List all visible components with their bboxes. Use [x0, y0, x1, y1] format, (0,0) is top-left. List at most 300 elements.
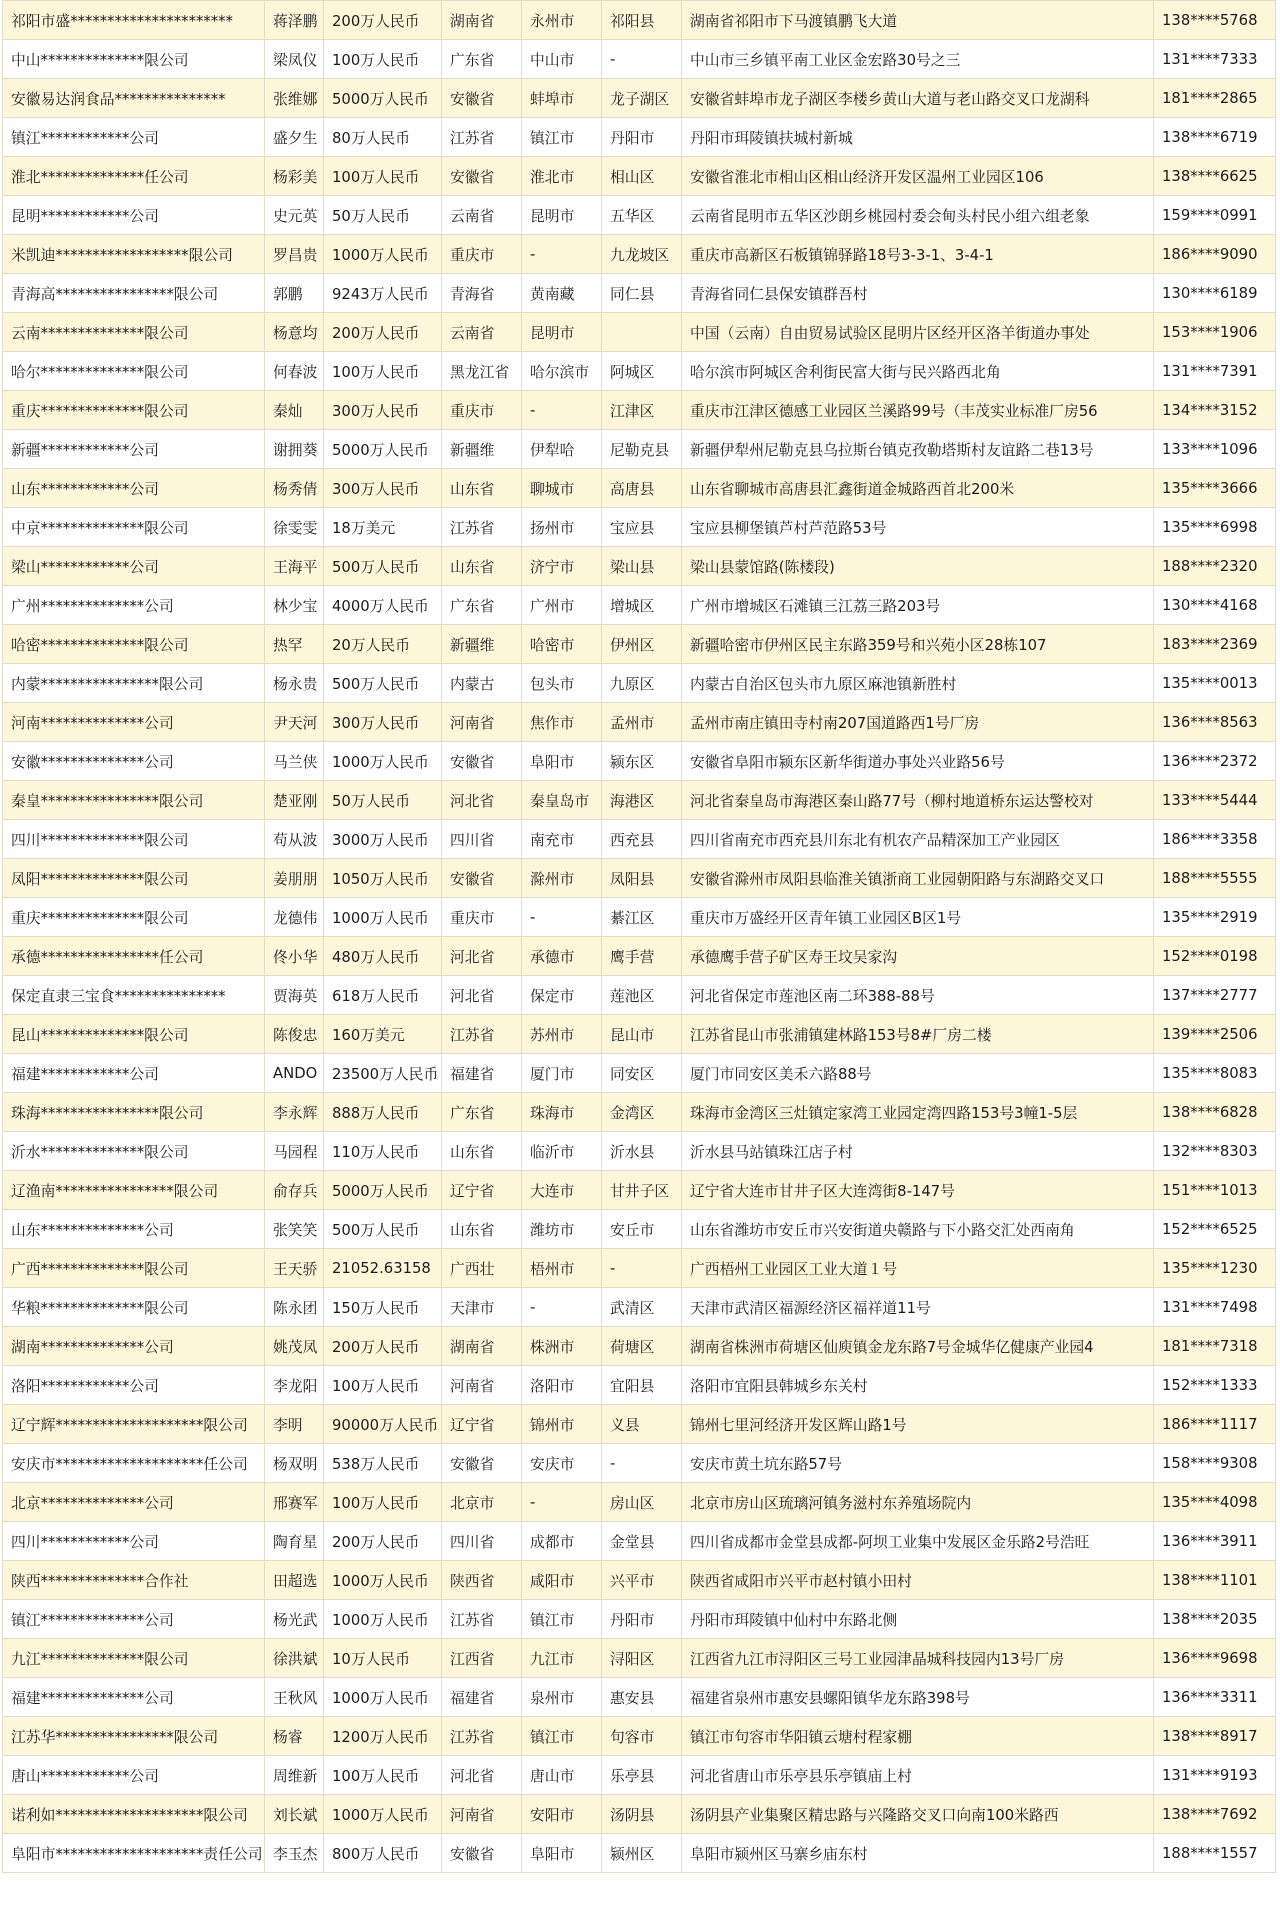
phone-cell[interactable]: 138****2035	[1154, 1600, 1276, 1639]
district-cell[interactable]: 海港区	[602, 781, 682, 820]
address-cell[interactable]: 梁山县蒙馆路(陈楼段)	[682, 547, 1154, 586]
city-cell[interactable]: -	[522, 391, 602, 430]
province-cell[interactable]: 江苏省	[442, 1015, 522, 1054]
address-cell[interactable]: 陕西省咸阳市兴平市赵村镇小田村	[682, 1561, 1154, 1600]
city-cell[interactable]: 咸阳市	[522, 1561, 602, 1600]
phone-cell[interactable]: 138****1101	[1154, 1561, 1276, 1600]
district-cell[interactable]: 惠安县	[602, 1678, 682, 1717]
address-cell[interactable]: 青海省同仁县保安镇群吾村	[682, 274, 1154, 313]
province-cell[interactable]: 天津市	[442, 1288, 522, 1327]
legal-person-cell[interactable]: 王秋风	[265, 1678, 324, 1717]
company-name-cell[interactable]: 昆明************公司	[3, 196, 265, 235]
company-name-cell[interactable]: 陕西**************合作社	[3, 1561, 265, 1600]
city-cell[interactable]: 镇江市	[522, 1717, 602, 1756]
district-cell[interactable]: 宝应县	[602, 508, 682, 547]
registered-capital-cell[interactable]: 90000万人民币	[324, 1405, 442, 1444]
company-name-cell[interactable]: 洛阳************公司	[3, 1366, 265, 1405]
district-cell[interactable]: 甘井子区	[602, 1171, 682, 1210]
company-name-cell[interactable]: 广州**************公司	[3, 586, 265, 625]
company-name-cell[interactable]: 华粮**************限公司	[3, 1288, 265, 1327]
province-cell[interactable]: 陕西省	[442, 1561, 522, 1600]
district-cell[interactable]: 尼勒克县	[602, 430, 682, 469]
registered-capital-cell[interactable]: 5000万人民币	[324, 79, 442, 118]
legal-person-cell[interactable]: 蒋泽鹏	[265, 1, 324, 40]
city-cell[interactable]: 洛阳市	[522, 1366, 602, 1405]
company-name-cell[interactable]: 珠海****************限公司	[3, 1093, 265, 1132]
district-cell[interactable]: 江津区	[602, 391, 682, 430]
legal-person-cell[interactable]: 林少宝	[265, 586, 324, 625]
company-name-cell[interactable]: 辽渔南****************限公司	[3, 1171, 265, 1210]
phone-cell[interactable]: 151****1013	[1154, 1171, 1276, 1210]
legal-person-cell[interactable]: 尹天河	[265, 703, 324, 742]
province-cell[interactable]: 四川省	[442, 1522, 522, 1561]
province-cell[interactable]: 江西省	[442, 1639, 522, 1678]
city-cell[interactable]: 中山市	[522, 40, 602, 79]
registered-capital-cell[interactable]: 50万人民币	[324, 196, 442, 235]
city-cell[interactable]: 承德市	[522, 937, 602, 976]
province-cell[interactable]: 云南省	[442, 313, 522, 352]
company-name-cell[interactable]: 凤阳**************限公司	[3, 859, 265, 898]
address-cell[interactable]: 重庆市万盛经开区青年镇工业园区B区1号	[682, 898, 1154, 937]
legal-person-cell[interactable]: 刘长斌	[265, 1795, 324, 1834]
address-cell[interactable]: 湖南省祁阳市下马渡镇鹏飞大道	[682, 1, 1154, 40]
registered-capital-cell[interactable]: 3000万人民币	[324, 820, 442, 859]
legal-person-cell[interactable]: 梁凤仪	[265, 40, 324, 79]
city-cell[interactable]: 潍坊市	[522, 1210, 602, 1249]
district-cell[interactable]: 相山区	[602, 157, 682, 196]
province-cell[interactable]: 重庆市	[442, 235, 522, 274]
company-name-cell[interactable]: 保定直隶三宝食***************	[3, 976, 265, 1015]
address-cell[interactable]: 承德鹰手营子矿区寿王坟吴家沟	[682, 937, 1154, 976]
legal-person-cell[interactable]: 杨彩美	[265, 157, 324, 196]
registered-capital-cell[interactable]: 300万人民币	[324, 703, 442, 742]
district-cell[interactable]: 沂水县	[602, 1132, 682, 1171]
company-name-cell[interactable]: 重庆**************限公司	[3, 898, 265, 937]
legal-person-cell[interactable]: 俞存兵	[265, 1171, 324, 1210]
company-name-cell[interactable]: 淮北**************任公司	[3, 157, 265, 196]
address-cell[interactable]: 重庆市高新区石板镇锦驿路18号3-3-1、3-4-1	[682, 235, 1154, 274]
province-cell[interactable]: 广东省	[442, 1093, 522, 1132]
city-cell[interactable]: 安庆市	[522, 1444, 602, 1483]
address-cell[interactable]: 新疆伊犁州尼勒克县乌拉斯台镇克孜勒塔斯村友谊路二巷13号	[682, 430, 1154, 469]
company-name-cell[interactable]: 湖南**************公司	[3, 1327, 265, 1366]
province-cell[interactable]: 湖南省	[442, 1, 522, 40]
company-name-cell[interactable]: 唐山************公司	[3, 1756, 265, 1795]
province-cell[interactable]: 青海省	[442, 274, 522, 313]
registered-capital-cell[interactable]: 1050万人民币	[324, 859, 442, 898]
province-cell[interactable]: 新疆维	[442, 430, 522, 469]
city-cell[interactable]: 黄南藏	[522, 274, 602, 313]
city-cell[interactable]: 济宁市	[522, 547, 602, 586]
legal-person-cell[interactable]: 王天骄	[265, 1249, 324, 1288]
city-cell[interactable]: 广州市	[522, 586, 602, 625]
registered-capital-cell[interactable]: 100万人民币	[324, 1366, 442, 1405]
province-cell[interactable]: 山东省	[442, 1132, 522, 1171]
registered-capital-cell[interactable]: 1000万人民币	[324, 898, 442, 937]
province-cell[interactable]: 北京市	[442, 1483, 522, 1522]
district-cell[interactable]: 武清区	[602, 1288, 682, 1327]
phone-cell[interactable]: 152****0198	[1154, 937, 1276, 976]
company-name-cell[interactable]: 广西**************限公司	[3, 1249, 265, 1288]
city-cell[interactable]: 聊城市	[522, 469, 602, 508]
company-name-cell[interactable]: 祁阳市盛**********************	[3, 1, 265, 40]
legal-person-cell[interactable]: ANDO	[265, 1054, 324, 1093]
registered-capital-cell[interactable]: 100万人民币	[324, 1483, 442, 1522]
address-cell[interactable]: 中国（云南）自由贸易试验区昆明片区经开区洛羊街道办事处	[682, 313, 1154, 352]
province-cell[interactable]: 河北省	[442, 781, 522, 820]
district-cell[interactable]: 颍东区	[602, 742, 682, 781]
district-cell[interactable]: 义县	[602, 1405, 682, 1444]
district-cell[interactable]: -	[602, 1249, 682, 1288]
registered-capital-cell[interactable]: 500万人民币	[324, 664, 442, 703]
province-cell[interactable]: 福建省	[442, 1054, 522, 1093]
phone-cell[interactable]: 136****3311	[1154, 1678, 1276, 1717]
phone-cell[interactable]: 132****8303	[1154, 1132, 1276, 1171]
province-cell[interactable]: 福建省	[442, 1678, 522, 1717]
registered-capital-cell[interactable]: 888万人民币	[324, 1093, 442, 1132]
phone-cell[interactable]: 130****4168	[1154, 586, 1276, 625]
district-cell[interactable]: 鹰手营	[602, 937, 682, 976]
province-cell[interactable]: 江苏省	[442, 1600, 522, 1639]
province-cell[interactable]: 辽宁省	[442, 1405, 522, 1444]
district-cell[interactable]: 凤阳县	[602, 859, 682, 898]
district-cell[interactable]: 丹阳市	[602, 1600, 682, 1639]
province-cell[interactable]: 河南省	[442, 1795, 522, 1834]
district-cell[interactable]: -	[602, 1444, 682, 1483]
city-cell[interactable]: 泉州市	[522, 1678, 602, 1717]
address-cell[interactable]: 四川省成都市金堂县成都-阿坝工业集中发展区金乐路2号浩旺	[682, 1522, 1154, 1561]
phone-cell[interactable]: 138****7692	[1154, 1795, 1276, 1834]
legal-person-cell[interactable]: 周维新	[265, 1756, 324, 1795]
company-name-cell[interactable]: 安庆市********************任公司	[3, 1444, 265, 1483]
district-cell[interactable]: 宜阳县	[602, 1366, 682, 1405]
city-cell[interactable]: 梧州市	[522, 1249, 602, 1288]
legal-person-cell[interactable]: 杨永贵	[265, 664, 324, 703]
city-cell[interactable]: 成都市	[522, 1522, 602, 1561]
registered-capital-cell[interactable]: 1200万人民币	[324, 1717, 442, 1756]
legal-person-cell[interactable]: 姜朋朋	[265, 859, 324, 898]
phone-cell[interactable]: 138****6719	[1154, 118, 1276, 157]
legal-person-cell[interactable]: 楚亚刚	[265, 781, 324, 820]
company-name-cell[interactable]: 秦皇****************限公司	[3, 781, 265, 820]
address-cell[interactable]: 广州市增城区石滩镇三江荔三路203号	[682, 586, 1154, 625]
phone-cell[interactable]: 136****9698	[1154, 1639, 1276, 1678]
legal-person-cell[interactable]: 杨光武	[265, 1600, 324, 1639]
district-cell[interactable]: 阿城区	[602, 352, 682, 391]
address-cell[interactable]: 河北省秦皇岛市海港区秦山路77号（柳村地道桥东运达警校对	[682, 781, 1154, 820]
city-cell[interactable]: 株洲市	[522, 1327, 602, 1366]
address-cell[interactable]: 福建省泉州市惠安县螺阳镇华龙东路398号	[682, 1678, 1154, 1717]
registered-capital-cell[interactable]: 500万人民币	[324, 547, 442, 586]
city-cell[interactable]: 包头市	[522, 664, 602, 703]
district-cell[interactable]: 祁阳县	[602, 1, 682, 40]
province-cell[interactable]: 黑龙江省	[442, 352, 522, 391]
address-cell[interactable]: 孟州市南庄镇田寺村南207国道路西1号厂房	[682, 703, 1154, 742]
legal-person-cell[interactable]: 杨双明	[265, 1444, 324, 1483]
phone-cell[interactable]: 136****8563	[1154, 703, 1276, 742]
company-name-cell[interactable]: 阜阳市********************责任公司	[3, 1834, 265, 1873]
company-name-cell[interactable]: 诺利如********************限公司	[3, 1795, 265, 1834]
phone-cell[interactable]: 159****0991	[1154, 196, 1276, 235]
address-cell[interactable]: 厦门市同安区美禾六路88号	[682, 1054, 1154, 1093]
phone-cell[interactable]: 134****3152	[1154, 391, 1276, 430]
city-cell[interactable]: 镇江市	[522, 1600, 602, 1639]
address-cell[interactable]: 锦州七里河经济开发区辉山路1号	[682, 1405, 1154, 1444]
city-cell[interactable]: 南充市	[522, 820, 602, 859]
city-cell[interactable]: 镇江市	[522, 118, 602, 157]
province-cell[interactable]: 重庆市	[442, 391, 522, 430]
phone-cell[interactable]: 152****1333	[1154, 1366, 1276, 1405]
registered-capital-cell[interactable]: 100万人民币	[324, 1756, 442, 1795]
legal-person-cell[interactable]: 郭鹏	[265, 274, 324, 313]
address-cell[interactable]: 安徽省阜阳市颍东区新华街道办事处兴业路56号	[682, 742, 1154, 781]
city-cell[interactable]: 蚌埠市	[522, 79, 602, 118]
district-cell[interactable]: 安丘市	[602, 1210, 682, 1249]
company-name-cell[interactable]: 哈尔**************限公司	[3, 352, 265, 391]
phone-cell[interactable]: 131****9193	[1154, 1756, 1276, 1795]
address-cell[interactable]: 丹阳市珥陵镇中仙村中东路北侧	[682, 1600, 1154, 1639]
city-cell[interactable]: 安阳市	[522, 1795, 602, 1834]
company-name-cell[interactable]: 镇江************公司	[3, 118, 265, 157]
legal-person-cell[interactable]: 徐洪斌	[265, 1639, 324, 1678]
legal-person-cell[interactable]: 徐雯雯	[265, 508, 324, 547]
legal-person-cell[interactable]: 盛夕生	[265, 118, 324, 157]
company-name-cell[interactable]: 安徽易达润食品***************	[3, 79, 265, 118]
city-cell[interactable]: 淮北市	[522, 157, 602, 196]
company-name-cell[interactable]: 昆山**************限公司	[3, 1015, 265, 1054]
district-cell[interactable]: 九龙坡区	[602, 235, 682, 274]
registered-capital-cell[interactable]: 300万人民币	[324, 391, 442, 430]
district-cell[interactable]: 增城区	[602, 586, 682, 625]
city-cell[interactable]: 哈尔滨市	[522, 352, 602, 391]
legal-person-cell[interactable]: 龙德伟	[265, 898, 324, 937]
company-name-cell[interactable]: 米凯迪******************限公司	[3, 235, 265, 274]
province-cell[interactable]: 安徽省	[442, 157, 522, 196]
province-cell[interactable]: 广东省	[442, 40, 522, 79]
registered-capital-cell[interactable]: 1000万人民币	[324, 1600, 442, 1639]
district-cell[interactable]: -	[602, 40, 682, 79]
province-cell[interactable]: 湖南省	[442, 1327, 522, 1366]
address-cell[interactable]: 洛阳市宜阳县韩城乡东关村	[682, 1366, 1154, 1405]
district-cell[interactable]: 兴平市	[602, 1561, 682, 1600]
phone-cell[interactable]: 133****5444	[1154, 781, 1276, 820]
phone-cell[interactable]: 152****6525	[1154, 1210, 1276, 1249]
phone-cell[interactable]: 135****3666	[1154, 469, 1276, 508]
company-name-cell[interactable]: 镇江**************公司	[3, 1600, 265, 1639]
province-cell[interactable]: 山东省	[442, 547, 522, 586]
province-cell[interactable]: 河南省	[442, 703, 522, 742]
city-cell[interactable]: 苏州市	[522, 1015, 602, 1054]
registered-capital-cell[interactable]: 21052.63158	[324, 1249, 442, 1288]
company-name-cell[interactable]: 山东**************公司	[3, 1210, 265, 1249]
registered-capital-cell[interactable]: 23500万人民币	[324, 1054, 442, 1093]
city-cell[interactable]: 九江市	[522, 1639, 602, 1678]
phone-cell[interactable]: 138****6625	[1154, 157, 1276, 196]
registered-capital-cell[interactable]: 80万人民币	[324, 118, 442, 157]
province-cell[interactable]: 安徽省	[442, 1444, 522, 1483]
registered-capital-cell[interactable]: 1000万人民币	[324, 1561, 442, 1600]
city-cell[interactable]: 伊犁哈	[522, 430, 602, 469]
province-cell[interactable]: 山东省	[442, 1210, 522, 1249]
district-cell[interactable]: 金湾区	[602, 1093, 682, 1132]
province-cell[interactable]: 江苏省	[442, 1717, 522, 1756]
district-cell[interactable]: 金堂县	[602, 1522, 682, 1561]
registered-capital-cell[interactable]: 110万人民币	[324, 1132, 442, 1171]
phone-cell[interactable]: 138****8917	[1154, 1717, 1276, 1756]
district-cell[interactable]	[602, 313, 682, 352]
company-name-cell[interactable]: 九江**************限公司	[3, 1639, 265, 1678]
province-cell[interactable]: 内蒙古	[442, 664, 522, 703]
district-cell[interactable]: 同安区	[602, 1054, 682, 1093]
district-cell[interactable]: 西充县	[602, 820, 682, 859]
address-cell[interactable]: 江苏省昆山市张浦镇建林路153号8#厂房二楼	[682, 1015, 1154, 1054]
phone-cell[interactable]: 135****8083	[1154, 1054, 1276, 1093]
province-cell[interactable]: 辽宁省	[442, 1171, 522, 1210]
phone-cell[interactable]: 135****2919	[1154, 898, 1276, 937]
district-cell[interactable]: 颍州区	[602, 1834, 682, 1873]
company-name-cell[interactable]: 云南**************限公司	[3, 313, 265, 352]
registered-capital-cell[interactable]: 160万美元	[324, 1015, 442, 1054]
address-cell[interactable]: 江西省九江市浔阳区三号工业园津晶城科技园内13号厂房	[682, 1639, 1154, 1678]
address-cell[interactable]: 新疆哈密市伊州区民主东路359号和兴苑小区28栋107	[682, 625, 1154, 664]
province-cell[interactable]: 江苏省	[442, 118, 522, 157]
registered-capital-cell[interactable]: 100万人民币	[324, 40, 442, 79]
city-cell[interactable]: 焦作市	[522, 703, 602, 742]
city-cell[interactable]: 厦门市	[522, 1054, 602, 1093]
company-name-cell[interactable]: 福建**************公司	[3, 1678, 265, 1717]
legal-person-cell[interactable]: 张维娜	[265, 79, 324, 118]
city-cell[interactable]: 临沂市	[522, 1132, 602, 1171]
city-cell[interactable]: 昆明市	[522, 313, 602, 352]
province-cell[interactable]: 江苏省	[442, 508, 522, 547]
company-name-cell[interactable]: 北京**************公司	[3, 1483, 265, 1522]
registered-capital-cell[interactable]: 538万人民币	[324, 1444, 442, 1483]
registered-capital-cell[interactable]: 5000万人民币	[324, 1171, 442, 1210]
registered-capital-cell[interactable]: 618万人民币	[324, 976, 442, 1015]
phone-cell[interactable]: 131****7391	[1154, 352, 1276, 391]
company-name-cell[interactable]: 中京**************限公司	[3, 508, 265, 547]
legal-person-cell[interactable]: 杨秀倩	[265, 469, 324, 508]
province-cell[interactable]: 河南省	[442, 1366, 522, 1405]
legal-person-cell[interactable]: 姚茂凤	[265, 1327, 324, 1366]
registered-capital-cell[interactable]: 1000万人民币	[324, 1795, 442, 1834]
registered-capital-cell[interactable]: 200万人民币	[324, 313, 442, 352]
legal-person-cell[interactable]: 秦灿	[265, 391, 324, 430]
district-cell[interactable]: 孟州市	[602, 703, 682, 742]
phone-cell[interactable]: 135****6998	[1154, 508, 1276, 547]
legal-person-cell[interactable]: 李龙阳	[265, 1366, 324, 1405]
address-cell[interactable]: 河北省唐山市乐亭县乐亭镇庙上村	[682, 1756, 1154, 1795]
registered-capital-cell[interactable]: 1000万人民币	[324, 1678, 442, 1717]
legal-person-cell[interactable]: 李玉杰	[265, 1834, 324, 1873]
address-cell[interactable]: 四川省南充市西充县川东北有机农产品精深加工产业园区	[682, 820, 1154, 859]
company-name-cell[interactable]: 山东************公司	[3, 469, 265, 508]
city-cell[interactable]: 珠海市	[522, 1093, 602, 1132]
legal-person-cell[interactable]: 杨睿	[265, 1717, 324, 1756]
registered-capital-cell[interactable]: 150万人民币	[324, 1288, 442, 1327]
address-cell[interactable]: 山东省聊城市高唐县汇鑫街道金城路西首北200米	[682, 469, 1154, 508]
phone-cell[interactable]: 188****1557	[1154, 1834, 1276, 1873]
city-cell[interactable]: 锦州市	[522, 1405, 602, 1444]
phone-cell[interactable]: 136****3911	[1154, 1522, 1276, 1561]
district-cell[interactable]: 九原区	[602, 664, 682, 703]
city-cell[interactable]: 昆明市	[522, 196, 602, 235]
address-cell[interactable]: 宝应县柳堡镇芦村芦范路53号	[682, 508, 1154, 547]
address-cell[interactable]: 中山市三乡镇平南工业区金宏路30号之三	[682, 40, 1154, 79]
city-cell[interactable]: 阜阳市	[522, 742, 602, 781]
phone-cell[interactable]: 138****5768	[1154, 1, 1276, 40]
legal-person-cell[interactable]: 李永辉	[265, 1093, 324, 1132]
province-cell[interactable]: 安徽省	[442, 79, 522, 118]
city-cell[interactable]: 扬州市	[522, 508, 602, 547]
province-cell[interactable]: 安徽省	[442, 1834, 522, 1873]
address-cell[interactable]: 珠海市金湾区三灶镇定家湾工业园定湾四路153号3幢1-5层	[682, 1093, 1154, 1132]
legal-person-cell[interactable]: 马兰侠	[265, 742, 324, 781]
registered-capital-cell[interactable]: 200万人民币	[324, 1327, 442, 1366]
district-cell[interactable]: 乐亭县	[602, 1756, 682, 1795]
province-cell[interactable]: 重庆市	[442, 898, 522, 937]
city-cell[interactable]: 哈密市	[522, 625, 602, 664]
address-cell[interactable]: 河北省保定市莲池区南二环388-88号	[682, 976, 1154, 1015]
district-cell[interactable]: 昆山市	[602, 1015, 682, 1054]
legal-person-cell[interactable]: 贾海英	[265, 976, 324, 1015]
city-cell[interactable]: 永州市	[522, 1, 602, 40]
phone-cell[interactable]: 153****1906	[1154, 313, 1276, 352]
legal-person-cell[interactable]: 史元英	[265, 196, 324, 235]
registered-capital-cell[interactable]: 800万人民币	[324, 1834, 442, 1873]
company-name-cell[interactable]: 福建************公司	[3, 1054, 265, 1093]
registered-capital-cell[interactable]: 200万人民币	[324, 1522, 442, 1561]
company-name-cell[interactable]: 新疆************公司	[3, 430, 265, 469]
address-cell[interactable]: 安徽省滁州市凤阳县临淮关镇浙商工业园朝阳路与东湖路交叉口	[682, 859, 1154, 898]
district-cell[interactable]: 荷塘区	[602, 1327, 682, 1366]
phone-cell[interactable]: 139****2506	[1154, 1015, 1276, 1054]
city-cell[interactable]: -	[522, 1483, 602, 1522]
company-name-cell[interactable]: 安徽**************公司	[3, 742, 265, 781]
company-name-cell[interactable]: 承德****************任公司	[3, 937, 265, 976]
district-cell[interactable]: 丹阳市	[602, 118, 682, 157]
district-cell[interactable]: 龙子湖区	[602, 79, 682, 118]
address-cell[interactable]: 阜阳市颍州区马寨乡庙东村	[682, 1834, 1154, 1873]
address-cell[interactable]: 汤阴县产业集聚区精忠路与兴隆路交叉口向南100米路西	[682, 1795, 1154, 1834]
province-cell[interactable]: 广西壮	[442, 1249, 522, 1288]
phone-cell[interactable]: 181****7318	[1154, 1327, 1276, 1366]
phone-cell[interactable]: 137****2777	[1154, 976, 1276, 1015]
province-cell[interactable]: 山东省	[442, 469, 522, 508]
legal-person-cell[interactable]: 王海平	[265, 547, 324, 586]
phone-cell[interactable]: 135****1230	[1154, 1249, 1276, 1288]
address-cell[interactable]: 哈尔滨市阿城区舍利街民富大街与民兴路西北角	[682, 352, 1154, 391]
province-cell[interactable]: 新疆维	[442, 625, 522, 664]
registered-capital-cell[interactable]: 10万人民币	[324, 1639, 442, 1678]
registered-capital-cell[interactable]: 4000万人民币	[324, 586, 442, 625]
phone-cell[interactable]: 188****5555	[1154, 859, 1276, 898]
city-cell[interactable]: -	[522, 235, 602, 274]
legal-person-cell[interactable]: 陶育星	[265, 1522, 324, 1561]
company-name-cell[interactable]: 辽宁辉********************限公司	[3, 1405, 265, 1444]
province-cell[interactable]: 安徽省	[442, 859, 522, 898]
phone-cell[interactable]: 133****1096	[1154, 430, 1276, 469]
phone-cell[interactable]: 186****1117	[1154, 1405, 1276, 1444]
registered-capital-cell[interactable]: 18万美元	[324, 508, 442, 547]
address-cell[interactable]: 安庆市黄土坑东路57号	[682, 1444, 1154, 1483]
company-name-cell[interactable]: 梁山************公司	[3, 547, 265, 586]
legal-person-cell[interactable]: 张笑笑	[265, 1210, 324, 1249]
address-cell[interactable]: 山东省潍坊市安丘市兴安街道央赣路与下小路交汇处西南角	[682, 1210, 1154, 1249]
address-cell[interactable]: 安徽省淮北市相山区相山经济开发区温州工业园区106	[682, 157, 1154, 196]
registered-capital-cell[interactable]: 50万人民币	[324, 781, 442, 820]
legal-person-cell[interactable]: 陈俊忠	[265, 1015, 324, 1054]
